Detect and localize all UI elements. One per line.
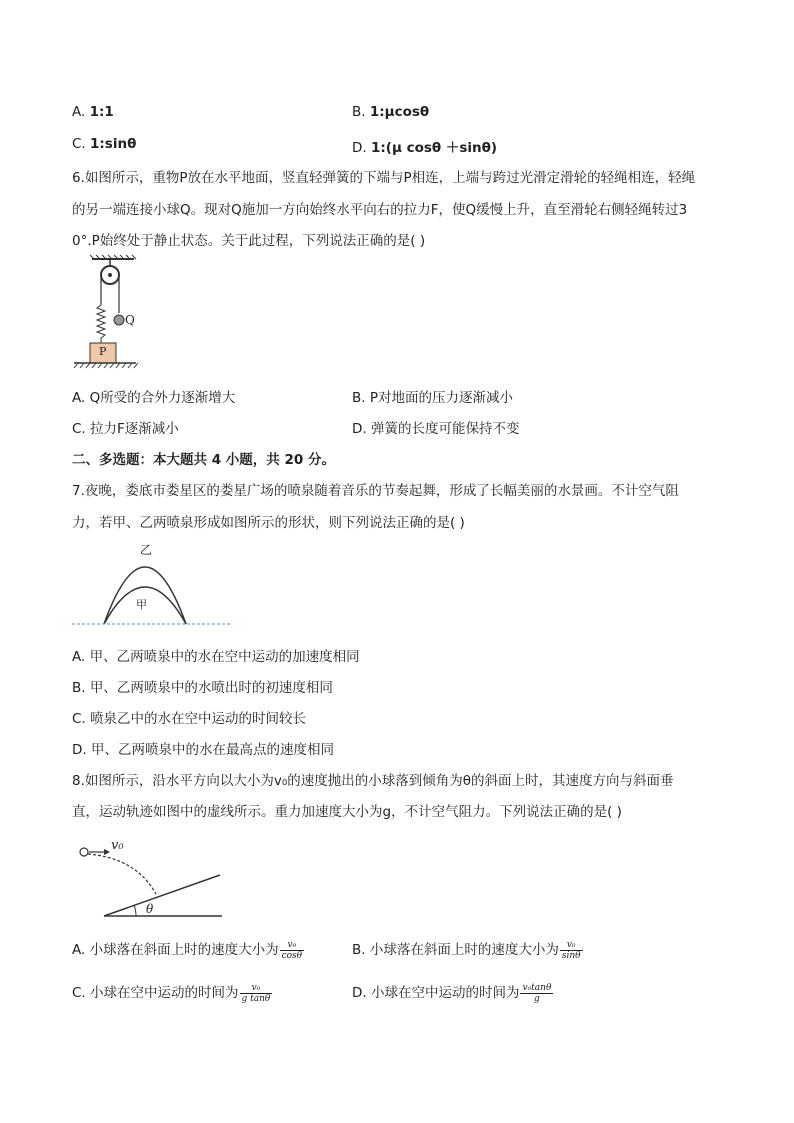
q7-stem-line2: 力，若甲、乙两喷泉形成如图所示的形状，则下列说法正确的是( ): [72, 515, 465, 531]
q6-stem-line2: 的另一端连接小球Q。现对Q施加一方向始终水平向右的拉力F，使Q缓慢上升，直至滑轮右侧轻绳转过3: [72, 202, 688, 218]
q8-option-d-fraction: $\frac{\text{v₀tanθ}}{g}$: [522, 982, 552, 1004]
q6-figure-label-p: P: [99, 345, 107, 358]
q7-option-c: C. 喷泉乙中的水在空中运动的时间较长: [72, 711, 307, 727]
q6-option-d: D. 弹簧的长度可能保持不变: [352, 421, 520, 437]
q8-stem-line2: 直，运动轨迹如图中的虚线所示。重力加速度大小为g，不计空气阻力。下列说法正确的是( ): [72, 804, 622, 820]
q8-option-b-fraction: $\frac{\text{v₀}}{\sin\theta}$: [561, 939, 581, 961]
q8-option-c-fraction: $\frac{\text{v₀}}{\text{g tanθ}}$: [241, 982, 271, 1004]
q6-figure: [74, 255, 154, 373]
q7-figure-label-jia: 甲: [136, 598, 147, 611]
q7-option-b: B. 甲、乙两喷泉中的水喷出时的初速度相同: [72, 680, 333, 696]
q7-stem-line1: 7.夜晚，娄底市娄星区的娄星广场的喷泉随着音乐的节奏起舞，形成了长幅美丽的水景画。不计空气阻: [72, 483, 679, 499]
q5-option-b-text: 1:μcosθ: [369, 104, 430, 120]
q6-stem-line3: 0°.P始终处于静止状态。关于此过程，下列说法正确的是( ): [72, 233, 426, 249]
q5-option-c-text: 1:sinθ: [90, 136, 137, 152]
q5-option-b: B. 1:μcosθ: [352, 104, 430, 120]
q6-stem-line1: 6.如图所示，重物P放在水平地面，竖直轻弹簧的下端与P相连，上端与跨过光滑定滑轮的轻绳相连，轻绳: [72, 170, 696, 186]
q5-option-d: D. 1:(μ cosθ ＋sinθ): [352, 140, 498, 156]
q6-option-a: A. Q所受的合外力逐渐增大: [72, 390, 236, 406]
q7-figure-label-yi: 乙: [140, 543, 153, 557]
q8-option-d: D. 小球在空中运动的时间为 $\frac{\text{v₀tanθ}}{g}$: [352, 982, 552, 1004]
q6-option-b: B. P对地面的压力逐渐减小: [352, 390, 513, 406]
q7-option-a: A. 甲、乙两喷泉中的水在空中运动的加速度相同: [72, 649, 360, 665]
section-heading-multi-choice: 二、多选题：本大题共 4 小题，共 20 分。: [72, 452, 335, 468]
q5-option-d-text: 1:(μ cosθ ＋sinθ): [370, 140, 498, 156]
q8-figure-label-theta: θ: [146, 902, 154, 916]
q6-figure-label-q: Q: [125, 313, 135, 327]
q5-option-c: C. 1:sinθ: [72, 136, 137, 152]
q5-option-a-text: 1:1: [89, 104, 114, 120]
q8-option-b: B. 小球落在斜面上时的速度大小为 $\frac{\text{v₀}}{\sin\theta}$: [352, 939, 581, 961]
q7-option-d: D. 甲、乙两喷泉中的水在最高点的速度相同: [72, 742, 334, 758]
q5-option-a: A. 1:1: [72, 104, 114, 120]
q8-option-c: C. 小球在空中运动的时间为 $\frac{\text{v₀}}{\text{g tanθ}}$: [72, 982, 271, 1004]
q8-stem-line1: 8.如图所示，沿水平方向以大小为v₀的速度抛出的小球落到倾角为θ的斜面上时，其速度方向与斜面垂: [72, 773, 674, 789]
q8-option-a-fraction: $\frac{\text{v₀}}{\cos\theta}$: [281, 939, 303, 961]
q8-option-a: A. 小球落在斜面上时的速度大小为 $\frac{\text{v₀}}{\cos\theta}$: [72, 939, 303, 961]
q6-option-c: C. 拉力F逐渐减小: [72, 421, 179, 437]
q8-figure-label-v0: v₀: [111, 838, 124, 853]
